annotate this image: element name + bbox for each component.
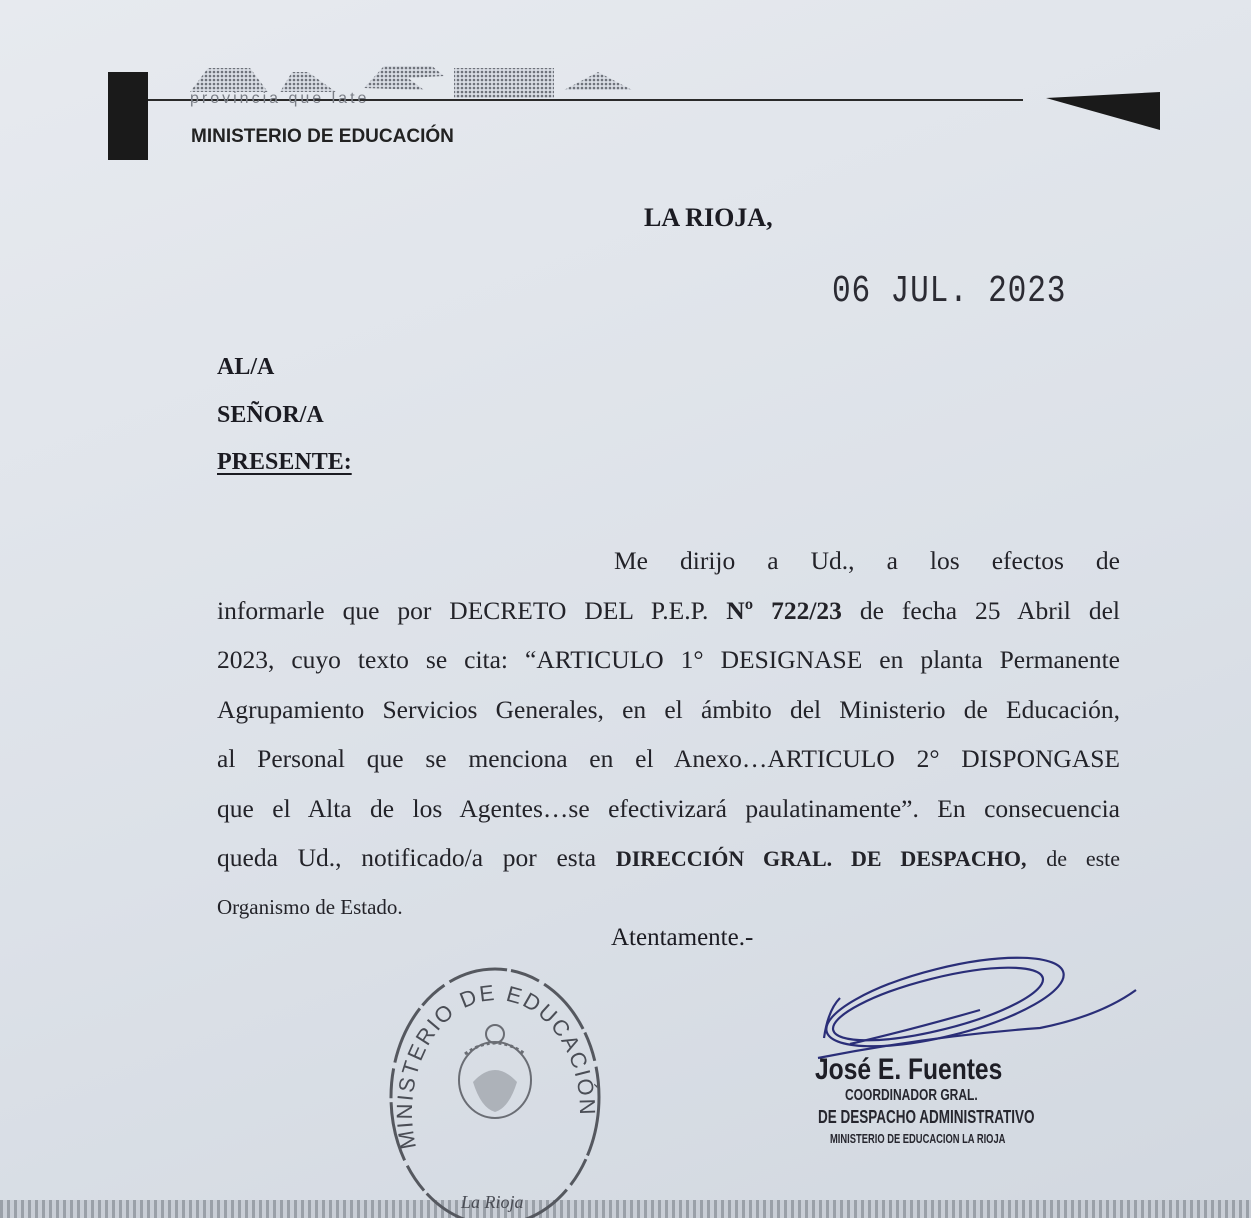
letterhead-wedge: [1046, 92, 1160, 130]
signer-title: COORDINADOR GRAL.: [845, 1087, 978, 1104]
province-slogan: provincia que late: [190, 90, 370, 107]
signer-ministry: MINISTERIO DE EDUCACION LA RIOJA: [830, 1131, 1006, 1146]
body-line: Organismo de Estado.: [217, 894, 403, 919]
letterhead-bar: [108, 72, 148, 160]
decree-number: Nº 722/23: [726, 595, 842, 625]
closing-salutation: Atentamente.-: [611, 924, 754, 951]
signer-name: José E. Fuentes: [815, 1053, 1003, 1086]
city-line: LA RIOJA,: [644, 203, 773, 232]
ministry-name: MINISTERIO DE EDUCACIÓN: [191, 126, 454, 147]
body-line: 2023, cuyo texto se cita: “ARTICULO 1° DESIGNASE en planta Permanente: [217, 645, 1120, 674]
date-stamp: 06 JUL. 2023: [832, 270, 1067, 313]
body-line: informarle que por DECRETO DEL P.E.P. Nº 722/23 de fecha 25 Abril del: [217, 595, 1120, 625]
body-line: queda Ud., notificado/a por esta DIRECCIÓN GRAL. DE DESPACHO, de este: [217, 843, 1121, 872]
address-line: SEÑOR/A: [217, 402, 324, 428]
address-line: AL/A: [217, 354, 275, 380]
body-line: que el Alta de los Agentes…se efectivizará paulatinamente”. En consecuencia: [217, 793, 1120, 823]
body-line: Agrupamiento Servicios Generales, en el ámbito del Ministerio de Educación,: [217, 694, 1120, 724]
paper-edge: [0, 1200, 1251, 1218]
official-seal-icon: [385, 962, 610, 1218]
letter-body: [217, 536, 1120, 932]
address-line: PRESENTE:: [217, 449, 352, 475]
svg-text:La Rioja: La Rioja: [461, 1192, 524, 1212]
signer-department: DE DESPACHO ADMINISTRATIVO: [818, 1107, 1035, 1127]
body-line: Me dirijo a Ud., a los efectos de: [614, 546, 1120, 575]
svg-text:MINISTERIO DE EDUCACIÓN: MINISTERIO DE EDUCACIÓN: [391, 979, 601, 1152]
office-name: DIRECCIÓN GRAL. DE DESPACHO,: [615, 846, 1027, 871]
body-line: al Personal que se menciona en el Anexo…ARTICULO 2° DISPONGASE: [217, 744, 1120, 773]
